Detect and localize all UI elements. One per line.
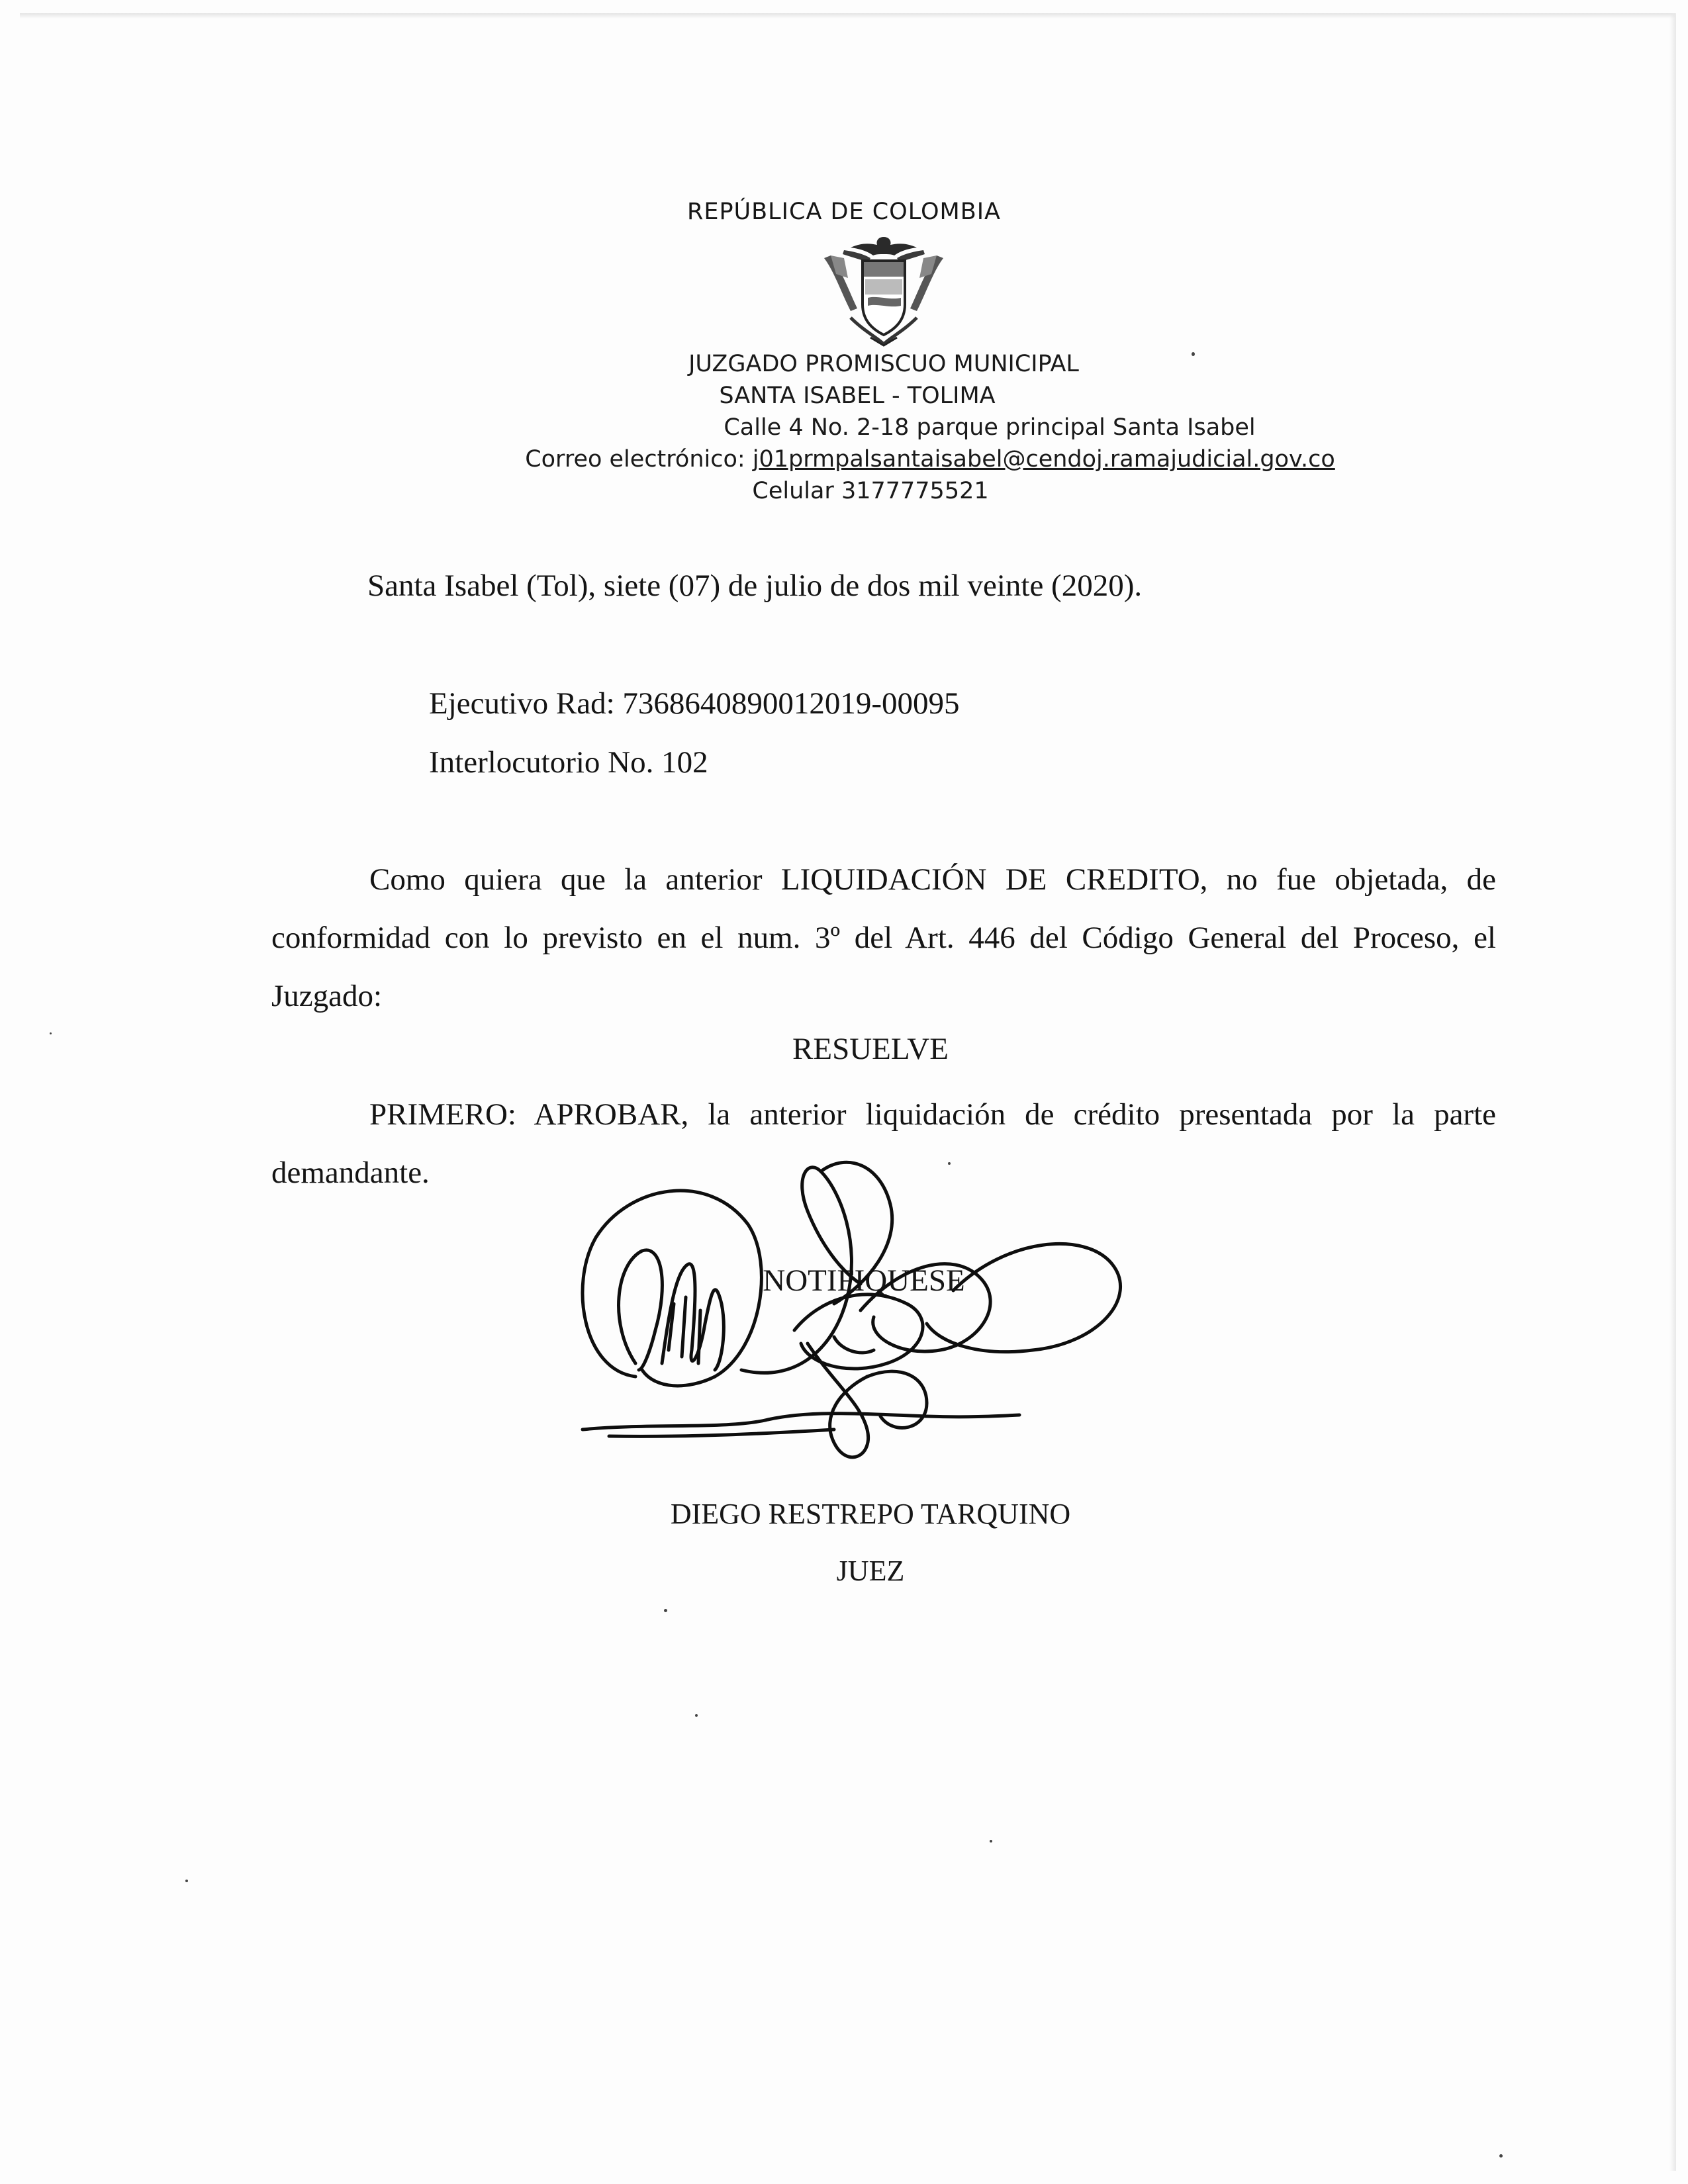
country-heading: REPÚBLICA DE COLOMBIA bbox=[687, 199, 1001, 225]
scan-speck bbox=[1499, 2154, 1503, 2158]
court-email-line bbox=[0, 446, 1688, 473]
date-line: Santa Isabel (Tol), siete (07) de julio de dos mil veinte (2020). bbox=[367, 569, 1143, 603]
scan-speck bbox=[664, 1609, 667, 1612]
scan-speck bbox=[990, 1840, 992, 1843]
scan-speck bbox=[1192, 352, 1195, 356]
recital-paragraph: Como quiera que la anterior LIQUIDACIÓN DE CREDITO, no fue objetada, de conformidad con lo previsto en el num. 3º del Art. 446 del Código General del Proceso, el Juzgado: bbox=[271, 862, 1496, 1013]
resolution-heading: RESUELVE bbox=[792, 1032, 949, 1066]
court-name: JUZGADO PROMISCUO MUNICIPAL bbox=[688, 351, 1079, 377]
court-address: Calle 4 No. 2-18 parque principal Santa Isabel bbox=[724, 414, 1256, 441]
order-number: Interlocutorio No. 102 bbox=[429, 745, 708, 780]
scan-speck bbox=[948, 1162, 951, 1165]
email-label: Correo electrónico: bbox=[525, 446, 753, 473]
case-number: Ejecutivo Rad: 7368640890012019-00095 bbox=[429, 686, 960, 721]
scan-speck bbox=[50, 1032, 52, 1034]
scan-edge-right bbox=[1669, 13, 1676, 2171]
closing-notice: NOTIFIQUESE bbox=[763, 1263, 965, 1298]
court-email-link[interactable]: j01prmpalsantaisabel@cendoj.ramajudicial.gov.co bbox=[752, 446, 1335, 473]
judge-title: JUEZ bbox=[836, 1555, 905, 1587]
court-phone: Celular 3177775521 bbox=[752, 478, 989, 504]
colombia-coat-of-arms-icon bbox=[804, 232, 963, 347]
scan-edge-top bbox=[20, 13, 1675, 19]
resolution-paragraph: PRIMERO: APROBAR, la anterior liquidación de crédito presentada por la parte demandante. bbox=[271, 1097, 1496, 1190]
handwritten-signature bbox=[556, 1152, 1152, 1502]
scan-speck bbox=[695, 1714, 698, 1717]
scan-speck bbox=[185, 1880, 188, 1882]
judge-name: DIEGO RESTREPO TARQUINO bbox=[670, 1498, 1071, 1530]
court-location: SANTA ISABEL - TOLIMA bbox=[719, 383, 996, 409]
